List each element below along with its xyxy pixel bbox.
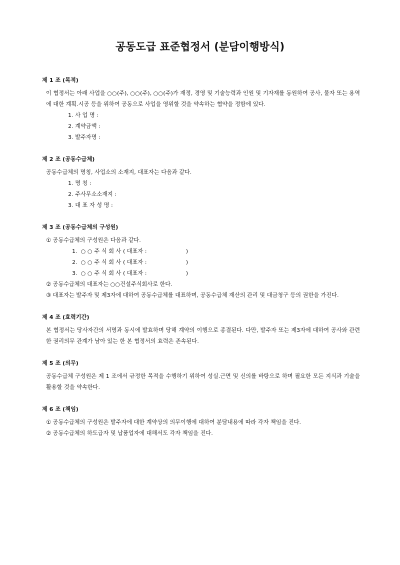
clause: ② 공동수급체의 대표자는 ○○건설주식회사로 한다. <box>46 282 173 288</box>
article-paragraph: 이 협정서는 아래 사업을 ○○(주), ○○(주), ○○(주)가 재정, 경영 및 기술능력과 인원 및 기자재를 동원하여 공사, 물자 또는 용역에 대한 계획.시공 등을 위하여 공동으로 사업을 영위할 것을 약속하는 협약을 정함에 있다. <box>46 91 360 108</box>
list-item: 3. 발주자명 : <box>68 135 101 141</box>
article-heading: 제 3 조 (공동수급체의 구성원) <box>42 225 119 231</box>
clause: ③ 대표자는 발주자 및 제3자에 대하여 공동수급체를 대표하며, 공동수급체 재산의 관리 및 대금청구 등의 권한을 가진다. <box>46 293 339 299</box>
company-row: 3. ○ ○ 주 식 회 사 ( 대표자 : ) <box>72 271 189 277</box>
clause: ② 공동수급체의 하도급자 및 납품업자에 대해서도 각자 책임을 진다. <box>46 431 213 437</box>
article-paragraph: 본 협정서는 당사자간의 서명과 동시에 발효하며 당해 계약의 이행으로 종결된다. 다만, 발주자 또는 제3자에 대하여 공사와 관련한 권리의무 관계가 남아 있는 한 본 협정서의 효력은 존속된다. <box>46 328 360 345</box>
article-2 <box>42 155 360 212</box>
article-1 <box>42 76 360 144</box>
article-paragraph: 공동수급체 구성원은 제 1 조에서 규정한 목적을 수행하기 위하여 성실.근면 및 신의를 바탕으로 하며 필요한 모든 지식과 기술을 활용할 것을 약속한다. <box>46 374 360 391</box>
document-body <box>42 76 360 447</box>
article-3 <box>42 223 360 302</box>
article-5 <box>42 359 360 394</box>
list-item: 2. 계약금액 : <box>68 124 101 130</box>
article-6 <box>42 405 360 440</box>
article-paragraph: 공동수급체의 명칭, 사업소의 소재지, 대표자는 다음과 같다. <box>46 170 192 176</box>
article-heading: 제 2 조 (공동수급체) <box>42 157 95 163</box>
clause: ① 공동수급체의 구성원은 발주자에 대한 계약상의 의무이행에 대하여 분담내용에 따라 각자 책임을 진다. <box>46 420 302 426</box>
document-title: 공동도급 표준협정서 (분담이행방식) <box>115 41 285 53</box>
article-4 <box>42 313 360 348</box>
article-heading: 제 4 조 (효력기간) <box>42 315 90 321</box>
list-item: 3. 대 표 자 성 명 : <box>68 203 113 209</box>
article-heading: 제 5 조 (의무) <box>42 361 79 367</box>
list-item: 1. 명 칭 : <box>68 181 92 187</box>
article-heading: 제 1 조 (목적) <box>42 78 79 84</box>
list-item: 1. 사 업 명 : <box>68 113 99 119</box>
clause: ① 공동수급체의 구성원은 다음과 같다. <box>46 238 141 244</box>
company-row: 1. ○ ○ 주 식 회 사 ( 대표자 : ) <box>72 249 189 255</box>
list-item: 2. 주사무소소재지 : <box>68 192 117 198</box>
article-heading: 제 6 조 (책임) <box>42 407 79 413</box>
company-row: 2. ○ ○ 주 식 회 사 ( 대표자 : ) <box>72 260 189 266</box>
